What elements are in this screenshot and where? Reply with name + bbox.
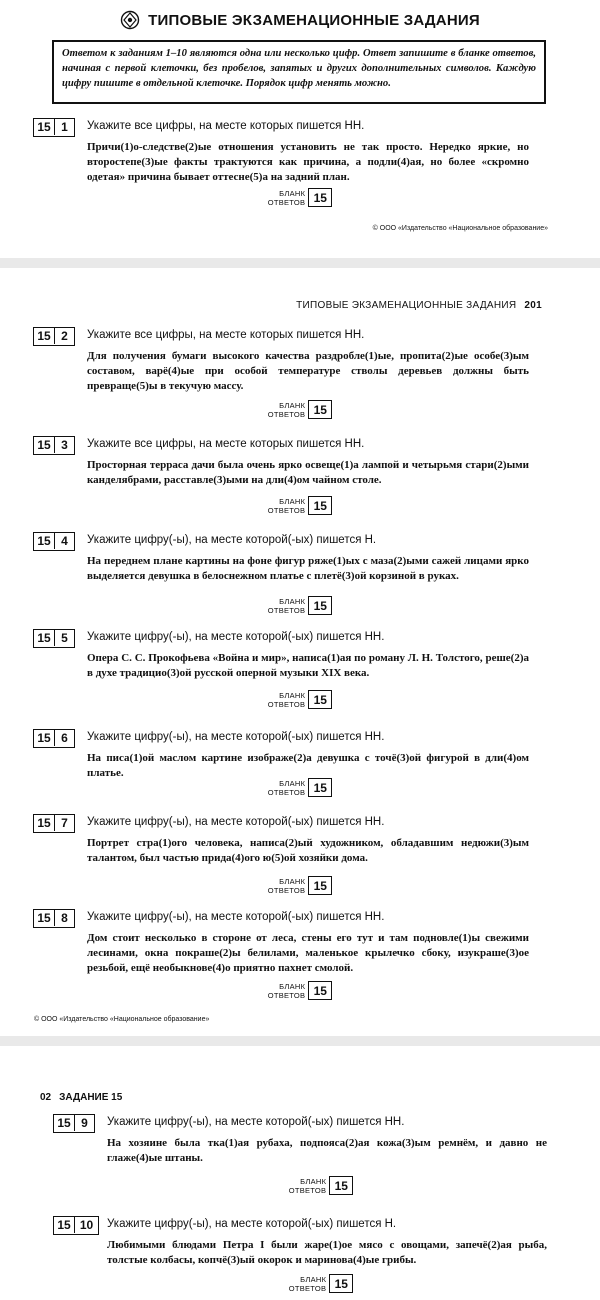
task-number-box [33, 629, 75, 648]
answer-form-label: ОТВЕТОВ [288, 1185, 327, 1195]
task-number: 9 [81, 1116, 88, 1130]
task-number-box [33, 118, 75, 137]
task-text: Причи(1)о-следстве(2)ые отношения установить не так просто. Нередко яркие, но второстепе(3)ые факты трактуются как причина, а подли(4)ая, но более «скромно одетая» причина бывает оттесне(5)а на задний план. [87, 141, 529, 183]
running-header-title: ЗАДАНИЕ 15 [59, 1092, 123, 1103]
answer-form-box: 15 [308, 690, 332, 709]
task-number: 10 [79, 1218, 94, 1232]
task-group: 15 [34, 730, 55, 746]
task-text: Просторная терраса дачи была очень ярко освеще(1)а лампой и четырьмя стари(2)ыми канделябрами, расставле(3)ыми на дли(4)ом чайном столе. [87, 459, 529, 486]
task-question: Укажите цифру(-ы), на месте которой(-ых) пишется НН. [107, 1116, 405, 1128]
answer-form-box: 15 [308, 496, 332, 515]
answer-form-label: БЛАНК [300, 1176, 327, 1186]
task-number-box [33, 327, 75, 346]
task-question: Укажите цифру(-ы), на месте которой(-ых) пишется НН. [87, 731, 385, 743]
page-title: ТИПОВЫЕ ЭКЗАМЕНАЦИОННЫЕ ЗАДАНИЯ [148, 11, 480, 29]
page-number: 02 [40, 1092, 52, 1103]
task-number-box [33, 532, 75, 551]
instructions-box: Ответом к заданиям 1–10 являются одна или несколько цифр. Ответ запишите в бланке ответов, начиная с первой клеточки, без пробелов, запятых и других дополнительных символов. Каждую цифру пишите в отдельной клеточке. Порядок цифр менять можно. [52, 40, 546, 104]
answer-form-label: ОТВЕТОВ [267, 409, 306, 419]
task-text: Для получения бумаги высокого качества раздробле(1)ые, пропита(2)ые особе(3)ым составом, варё(4)ые при особой температуре стволы деревьев должны быть превраще(5)ы в текучую массу. [87, 350, 529, 392]
task-number: 1 [61, 120, 68, 134]
task-number: 8 [61, 911, 68, 925]
answer-form-ref [0, 690, 600, 709]
answer-form-label: БЛАНК [279, 876, 306, 886]
answer-form-ref [0, 778, 600, 797]
page-number: 201 [524, 300, 542, 311]
task-text: Опера С. С. Прокофьева «Война и мир», написа(1)ая по роману Л. Н. Толстого, реше(2)а в духе традицио(3)ой русской оперной музыки XIX века. [87, 652, 529, 679]
answer-form-label: БЛАНК [279, 596, 306, 606]
answer-form-ref [0, 1176, 600, 1195]
task-group: 15 [34, 815, 55, 831]
answer-form-ref [0, 1274, 600, 1293]
task-number: 6 [61, 731, 68, 745]
answer-form-label: БЛАНК [279, 496, 306, 506]
running-header [296, 300, 542, 311]
task-question: Укажите цифру(-ы), на месте которой(-ых) пишется Н. [107, 1218, 397, 1230]
task-text: На переднем плане картины на фоне фигур ряже(1)ых с маза(2)ыми сажей лицами ярко выделяется девушка в белоснежном платье с плетё(3)ой корзиной в руках. [87, 555, 529, 582]
task-text: Портрет стра(1)ого человека, написа(2)ый художником, обладавшим недюжи(3)ым талантом, был частью прида(4)ого ю(5)ой хозяйки дома. [87, 837, 529, 864]
task-group: 15 [34, 437, 55, 453]
answer-form-box: 15 [308, 188, 332, 207]
task-question: Укажите все цифры, на месте которых пишется НН. [87, 120, 365, 132]
task-text: Любимыми блюдами Петра I были жаре(1)ое мясо с овощами, запечё(2)ая рыба, толстые колбасы, копчё(3)ый окорок и маринова(4)ые грибы. [107, 1239, 547, 1266]
answer-form-label: БЛАНК [279, 188, 306, 198]
task-text: На писа(1)ой маслом картине изображе(2)а девушка с точё(3)ой фигурой в дли(4)ом платье. [87, 752, 529, 779]
answer-form-ref [0, 400, 600, 419]
answer-form-box: 15 [308, 778, 332, 797]
task-number: 5 [61, 631, 68, 645]
task-group: 15 [34, 119, 55, 135]
answer-form-box: 15 [308, 596, 332, 615]
task-question: Укажите цифру(-ы), на месте которой(-ых) пишется НН. [87, 911, 385, 923]
answer-form-ref [0, 876, 600, 895]
task-number-box [33, 814, 75, 833]
task-text: На хозяине была тка(1)ая рубаха, подпояса(2)ая кожа(3)ым ремнём, и давно не глаже(4)ые штаны. [107, 1137, 547, 1164]
answer-form-label: БЛАНК [279, 778, 306, 788]
running-header [40, 1092, 122, 1103]
answer-form-label: ОТВЕТОВ [288, 1283, 327, 1293]
task-number-box [53, 1114, 95, 1133]
answer-form-label: ОТВЕТОВ [267, 605, 306, 615]
task-text: Дом стоит несколько в стороне от леса, стены его тут и там подновле(1)ы свежими лесинами, окна покраше(2)ы белилами, маленькое крылечко сбоку, изукраше(3)ое резьбой, ещё необыкнове(4)о приятно пахнет смолой. [87, 932, 529, 974]
task-group: 15 [34, 910, 55, 926]
task-number-box [33, 729, 75, 748]
task-number-box [33, 909, 75, 928]
answer-form-box: 15 [308, 981, 332, 1000]
answer-form-label: ОТВЕТОВ [267, 787, 306, 797]
answer-form-label: БЛАНК [279, 690, 306, 700]
task-question: Укажите все цифры, на месте которых пишется НН. [87, 438, 365, 450]
task-number: 2 [61, 329, 68, 343]
task-group: 15 [54, 1115, 75, 1131]
task-number-box [53, 1216, 99, 1235]
answer-form-label: ОТВЕТОВ [267, 885, 306, 895]
page-2 [0, 268, 600, 1036]
answer-form-label: ОТВЕТОВ [267, 990, 306, 1000]
task-question: Укажите цифру(-ы), на месте которой(-ых) пишется НН. [87, 631, 385, 643]
task-group: 15 [34, 533, 55, 549]
copyright: © ООО «Издательство «Национальное образование» [372, 225, 548, 232]
running-header-title: ТИПОВЫЕ ЭКЗАМЕНАЦИОННЫЕ ЗАДАНИЯ [296, 300, 517, 311]
answer-form-label: БЛАНК [279, 981, 306, 991]
publisher-logo-icon [120, 10, 140, 30]
answer-form-ref [0, 496, 600, 515]
task-group: 15 [54, 1217, 75, 1233]
answer-form-ref [0, 188, 600, 207]
task-group: 15 [34, 328, 55, 344]
task-question: Укажите цифру(-ы), на месте которой(-ых) пишется Н. [87, 534, 377, 546]
answer-form-ref [0, 596, 600, 615]
page-1-header [0, 10, 600, 30]
copyright: © ООО «Издательство «Национальное образование» [34, 1016, 210, 1023]
page-3 [0, 1046, 600, 1300]
task-number-box [33, 436, 75, 455]
answer-form-label: ОТВЕТОВ [267, 197, 306, 207]
task-number: 3 [61, 438, 68, 452]
answer-form-box: 15 [329, 1274, 353, 1293]
answer-form-box: 15 [308, 400, 332, 419]
answer-form-box: 15 [329, 1176, 353, 1195]
answer-form-label: БЛАНК [279, 400, 306, 410]
task-question: Укажите все цифры, на месте которых пишется НН. [87, 329, 365, 341]
answer-form-box: 15 [308, 876, 332, 895]
task-group: 15 [34, 630, 55, 646]
task-number: 4 [61, 534, 68, 548]
answer-form-label: ОТВЕТОВ [267, 505, 306, 515]
answer-form-label: БЛАНК [300, 1274, 327, 1284]
task-number: 7 [61, 816, 68, 830]
answer-form-ref [0, 981, 600, 1000]
answer-form-label: ОТВЕТОВ [267, 699, 306, 709]
page-1 [0, 0, 600, 258]
task-question: Укажите цифру(-ы), на месте которой(-ых) пишется НН. [87, 816, 385, 828]
